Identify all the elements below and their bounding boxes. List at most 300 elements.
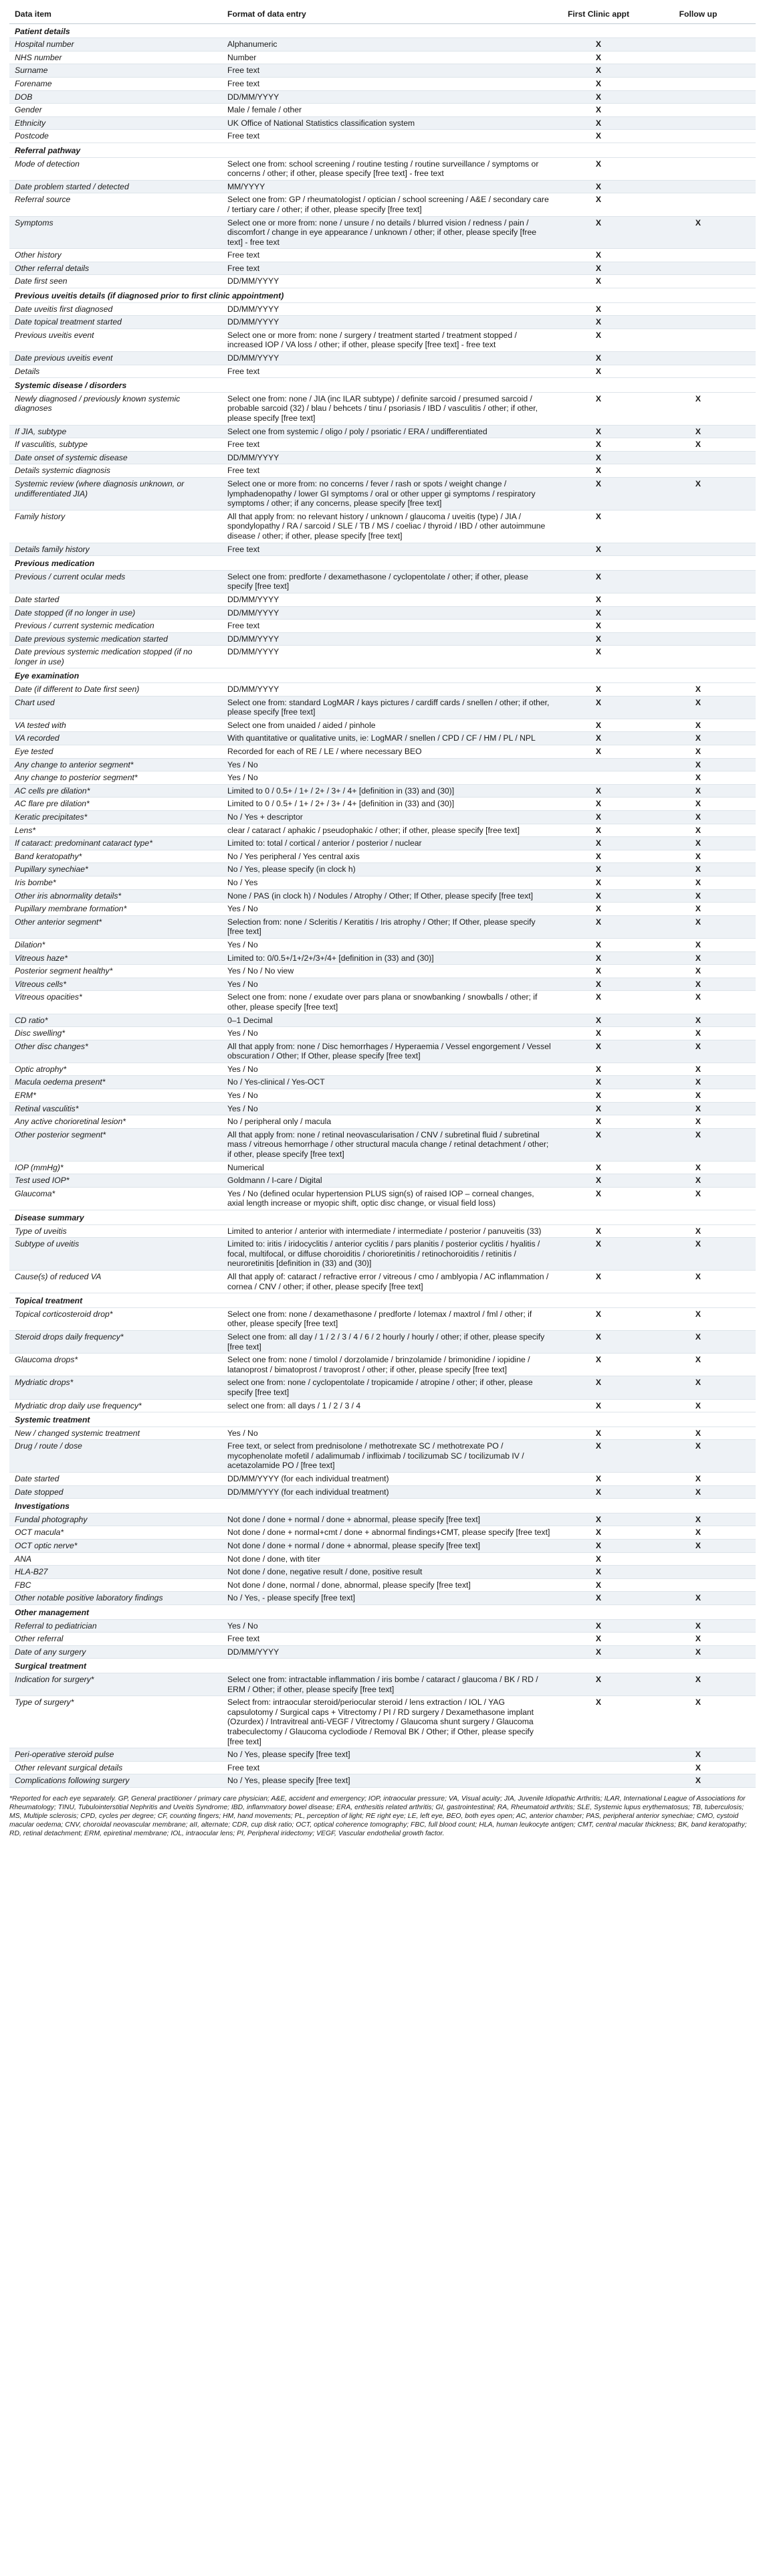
cell-first-clinic: X: [556, 646, 641, 668]
cell-format: DD/MM/YYYY: [222, 302, 556, 316]
cell-first-clinic: X: [556, 1513, 641, 1526]
cell-follow-up: X: [641, 696, 756, 719]
cell-format: Not done / done, with titer: [222, 1552, 556, 1566]
cell-first-clinic: X: [556, 951, 641, 965]
cell-first-clinic: X: [556, 249, 641, 262]
table-row: [9, 302, 756, 316]
cell-data-item: AC flare pre dilation*: [9, 798, 222, 811]
table-row: [9, 1673, 756, 1695]
cell-data-item: Postcode: [9, 130, 222, 143]
section-row: [9, 1412, 756, 1427]
cell-data-item: Drug / route / dose: [9, 1440, 222, 1473]
cell-format: Free text: [222, 1761, 556, 1774]
table-row: [9, 889, 756, 903]
cell-first-clinic: X: [556, 1102, 641, 1115]
data-items-table: [9, 7, 756, 1788]
cell-follow-up: [641, 180, 756, 193]
cell-data-item: Forename: [9, 77, 222, 90]
section-row: [9, 1210, 756, 1225]
cell-data-item: Details family history: [9, 543, 222, 556]
cell-follow-up: X: [641, 1399, 756, 1412]
cell-first-clinic: X: [556, 1526, 641, 1540]
cell-data-item: If JIA, subtype: [9, 425, 222, 438]
cell-format: No / Yes, please specify [free text]: [222, 1774, 556, 1788]
cell-follow-up: [641, 632, 756, 646]
cell-follow-up: X: [641, 978, 756, 991]
table-row: [9, 824, 756, 837]
cell-format: MM/YYYY: [222, 180, 556, 193]
cell-data-item: If cataract: predominant cataract type*: [9, 837, 222, 850]
cell-first-clinic: X: [556, 1619, 641, 1633]
cell-data-item: Date previous systemic medication started: [9, 632, 222, 646]
cell-data-item: Date of any surgery: [9, 1645, 222, 1659]
cell-first-clinic: X: [556, 1399, 641, 1412]
table-row: [9, 329, 756, 351]
cell-first-clinic: X: [556, 1566, 641, 1579]
cell-follow-up: X: [641, 1748, 756, 1762]
table-row: [9, 683, 756, 697]
cell-follow-up: X: [641, 837, 756, 850]
cell-data-item: Pupillary synechiae*: [9, 863, 222, 877]
cell-first-clinic: X: [556, 1592, 641, 1605]
cell-data-item: Vitreous opacities*: [9, 991, 222, 1014]
cell-format: Free text: [222, 438, 556, 452]
table-row: [9, 1330, 756, 1353]
cell-format: No / Yes peripheral / Yes central axis: [222, 850, 556, 863]
cell-format: Free text, or select from prednisolone / methotrexate SC / methotrexate PO / mycophenolate mofetil / adalimumab / infliximab / tocilizumab SC / tocilizumab IV / acetazolamide PO / [free text]: [222, 1440, 556, 1473]
cell-format: Select one or more from: none / unsure / no details / blurred vision / redness / pain / discomfort / change in eye appearance / unknown / other; if other, please specify [free text] - free text: [222, 216, 556, 249]
cell-data-item: Date started: [9, 593, 222, 606]
cell-follow-up: [641, 352, 756, 365]
cell-data-item: FBC: [9, 1578, 222, 1592]
cell-format: 0–1 Decimal: [222, 1014, 556, 1027]
cell-format: Yes / No: [222, 978, 556, 991]
cell-first-clinic: X: [556, 1270, 641, 1293]
header-follow-up: Follow up: [641, 7, 756, 23]
cell-follow-up: X: [641, 1238, 756, 1271]
cell-data-item: DOB: [9, 90, 222, 104]
cell-follow-up: [641, 464, 756, 478]
cell-data-item: Any active chorioretinal lesion*: [9, 1115, 222, 1129]
cell-follow-up: [641, 646, 756, 668]
cell-follow-up: X: [641, 965, 756, 978]
cell-data-item: IOP (mmHg)*: [9, 1161, 222, 1174]
table-row: [9, 798, 756, 811]
cell-first-clinic: X: [556, 1485, 641, 1499]
cell-format: Select one from unaided / aided / pinhole: [222, 719, 556, 732]
cell-data-item: Subtype of uveitis: [9, 1238, 222, 1271]
cell-data-item: Lens*: [9, 824, 222, 837]
cell-data-item: Chart used: [9, 696, 222, 719]
cell-format: Free text: [222, 464, 556, 478]
cell-format: With quantitative or qualitative units, ie: LogMAR / snellen / CPD / CF / HM / PL / NPL: [222, 732, 556, 745]
cell-data-item: Referral to pediatrician: [9, 1619, 222, 1633]
cell-first-clinic: X: [556, 1238, 641, 1271]
cell-data-item: Ethnicity: [9, 116, 222, 130]
table-row: [9, 850, 756, 863]
cell-first-clinic: X: [556, 593, 641, 606]
cell-data-item: Mode of detection: [9, 157, 222, 180]
cell-data-item: Steroid drops daily frequency*: [9, 1330, 222, 1353]
cell-data-item: Glaucoma*: [9, 1187, 222, 1210]
cell-data-item: Other referral details: [9, 262, 222, 275]
table-row: [9, 745, 756, 759]
table-row: [9, 157, 756, 180]
cell-first-clinic: X: [556, 275, 641, 288]
cell-follow-up: X: [641, 1696, 756, 1748]
table-row: [9, 1774, 756, 1788]
header-format: Format of data entry: [222, 7, 556, 23]
section-row: [9, 378, 756, 393]
table-row: [9, 1307, 756, 1330]
cell-format: No / peripheral only / macula: [222, 1115, 556, 1129]
cell-format: Male / female / other: [222, 104, 556, 117]
table-row: [9, 620, 756, 633]
cell-data-item: Date onset of systemic disease: [9, 451, 222, 464]
cell-first-clinic: X: [556, 606, 641, 620]
table-row: [9, 1399, 756, 1412]
cell-format: Yes / No: [222, 1089, 556, 1103]
cell-follow-up: [641, 606, 756, 620]
cell-format: UK Office of National Statistics classification system: [222, 116, 556, 130]
table-row: [9, 1761, 756, 1774]
cell-first-clinic: X: [556, 77, 641, 90]
cell-format: Select one from: none / exudate over pars plana or snowbanking / snowballs / other; if other, please specify [free text]: [222, 991, 556, 1014]
table-row: [9, 193, 756, 216]
section-heading: Systemic treatment: [9, 1412, 756, 1427]
cell-follow-up: [641, 1552, 756, 1566]
cell-follow-up: X: [641, 938, 756, 951]
cell-follow-up: X: [641, 1440, 756, 1473]
cell-format: Limited to: iritis / iridocyclitis / anterior cyclitis / pars planitis / posterior cyclitis / hyalitis / focal, multifocal, or diffuse choroiditis / chorioretinitis / retinochoroiditis / retinitis / neuroretinitis [definition in (33) and (30)]: [222, 1238, 556, 1271]
cell-follow-up: X: [641, 745, 756, 759]
cell-format: Select one from: school screening / routine testing / routine surveillance / symptoms or concerns / other; if other, please specify [free text] - free text: [222, 157, 556, 180]
cell-data-item: Vitreous cells*: [9, 978, 222, 991]
cell-format: DD/MM/YYYY (for each individual treatment): [222, 1473, 556, 1486]
cell-follow-up: X: [641, 1128, 756, 1161]
table-row: [9, 1063, 756, 1076]
cell-follow-up: X: [641, 1089, 756, 1103]
table-row: [9, 104, 756, 117]
cell-data-item: VA tested with: [9, 719, 222, 732]
cell-data-item: Type of surgery*: [9, 1696, 222, 1748]
cell-first-clinic: X: [556, 938, 641, 951]
table-row: [9, 392, 756, 425]
table-row: [9, 1473, 756, 1486]
cell-follow-up: X: [641, 216, 756, 249]
cell-format: Select one from: none / dexamethasone / predforte / lotemax / maxtrol / fml / other; if other, please specify [free text]: [222, 1307, 556, 1330]
cell-first-clinic: X: [556, 1307, 641, 1330]
table-row: [9, 1376, 756, 1399]
section-row: [9, 668, 756, 683]
table-row: [9, 646, 756, 668]
cell-format: Select one from: standard LogMAR / kays pictures / cardiff cards / snellen / other; if other, please specify [free text]: [222, 696, 556, 719]
cell-first-clinic: X: [556, 732, 641, 745]
cell-follow-up: X: [641, 1115, 756, 1129]
cell-data-item: Details systemic diagnosis: [9, 464, 222, 478]
table-row: [9, 1089, 756, 1103]
table-row: [9, 696, 756, 719]
cell-format: Not done / done + normal / done + abnormal, please specify [free text]: [222, 1540, 556, 1553]
cell-first-clinic: X: [556, 543, 641, 556]
cell-data-item: Optic atrophy*: [9, 1063, 222, 1076]
cell-follow-up: [641, 90, 756, 104]
cell-first-clinic: [556, 1748, 641, 1762]
cell-format: Limited to: total / cortical / anterior / posterior / nuclear: [222, 837, 556, 850]
cell-follow-up: [641, 543, 756, 556]
cell-first-clinic: X: [556, 1161, 641, 1174]
cell-format: Limited to: 0/0.5+/1+/2+/3+/4+ [definition in (33) and (30)]: [222, 951, 556, 965]
cell-format: No / Yes: [222, 876, 556, 889]
cell-first-clinic: X: [556, 1578, 641, 1592]
table-row: [9, 1619, 756, 1633]
section-heading: Eye examination: [9, 668, 756, 683]
cell-data-item: Disc swelling*: [9, 1027, 222, 1040]
cell-first-clinic: X: [556, 451, 641, 464]
cell-format: Free text: [222, 543, 556, 556]
cell-first-clinic: X: [556, 632, 641, 646]
cell-format: select one from: all days / 1 / 2 / 3 / 4: [222, 1399, 556, 1412]
table-row: [9, 1485, 756, 1499]
cell-data-item: Cause(s) of reduced VA: [9, 1270, 222, 1293]
cell-follow-up: [641, 77, 756, 90]
cell-data-item: If vasculitis, subtype: [9, 438, 222, 452]
table-body: [9, 23, 756, 1787]
cell-data-item: Mydriatic drop daily use frequency*: [9, 1399, 222, 1412]
cell-first-clinic: X: [556, 329, 641, 351]
cell-follow-up: X: [641, 798, 756, 811]
table-row: [9, 837, 756, 850]
cell-format: Yes / No / No view: [222, 965, 556, 978]
cell-first-clinic: X: [556, 477, 641, 510]
section-heading: Disease summary: [9, 1210, 756, 1225]
cell-first-clinic: X: [556, 38, 641, 52]
table-row: [9, 180, 756, 193]
cell-first-clinic: X: [556, 991, 641, 1014]
cell-format: None / PAS (in clock h) / Nodules / Atrophy / Other; If Other, please specify [free text]: [222, 889, 556, 903]
cell-format: Yes / No (defined ocular hypertension PLUS sign(s) of raised IOP – corneal changes, axial length increase or myopic shift, optic disc change, or visual field loss): [222, 1187, 556, 1210]
section-row: [9, 556, 756, 571]
cell-data-item: ERM*: [9, 1089, 222, 1103]
cell-format: Free text: [222, 1633, 556, 1646]
cell-follow-up: X: [641, 1540, 756, 1553]
cell-format: Alphanumeric: [222, 38, 556, 52]
cell-first-clinic: X: [556, 915, 641, 938]
cell-first-clinic: X: [556, 1076, 641, 1089]
cell-first-clinic: [556, 1774, 641, 1788]
cell-first-clinic: X: [556, 425, 641, 438]
section-row: [9, 288, 756, 303]
cell-first-clinic: X: [556, 1128, 641, 1161]
cell-follow-up: X: [641, 732, 756, 745]
cell-first-clinic: X: [556, 784, 641, 798]
cell-format: Not done / done, normal / done, abnormal, please specify [free text]: [222, 1578, 556, 1592]
section-row: [9, 23, 756, 38]
table-row: [9, 1526, 756, 1540]
cell-first-clinic: X: [556, 316, 641, 329]
cell-data-item: Previous / current ocular meds: [9, 570, 222, 593]
cell-data-item: Details: [9, 365, 222, 378]
section-heading: Investigations: [9, 1499, 756, 1513]
cell-data-item: Pupillary membrane formation*: [9, 903, 222, 916]
cell-first-clinic: X: [556, 683, 641, 697]
table-row: [9, 593, 756, 606]
table-row: [9, 1224, 756, 1238]
cell-format: Not done / done, negative result / done, positive result: [222, 1566, 556, 1579]
cell-follow-up: X: [641, 477, 756, 510]
cell-first-clinic: X: [556, 620, 641, 633]
table-row: [9, 1027, 756, 1040]
cell-format: DD/MM/YYYY: [222, 593, 556, 606]
table-row: [9, 77, 756, 90]
cell-first-clinic: [556, 1761, 641, 1774]
cell-data-item: Date problem started / detected: [9, 180, 222, 193]
cell-first-clinic: X: [556, 1115, 641, 1129]
cell-follow-up: X: [641, 1774, 756, 1788]
cell-data-item: Macula oedema present*: [9, 1076, 222, 1089]
cell-first-clinic: X: [556, 1089, 641, 1103]
cell-follow-up: [641, 262, 756, 275]
cell-first-clinic: X: [556, 157, 641, 180]
cell-follow-up: [641, 157, 756, 180]
table-row: [9, 915, 756, 938]
cell-format: No / Yes, - please specify [free text]: [222, 1592, 556, 1605]
section-heading: Topical treatment: [9, 1293, 756, 1308]
cell-first-clinic: X: [556, 965, 641, 978]
cell-data-item: ANA: [9, 1552, 222, 1566]
cell-format: Goldmann / I-care / Digital: [222, 1174, 556, 1188]
cell-format: Not done / done + normal / done + abnormal, please specify [free text]: [222, 1513, 556, 1526]
cell-format: DD/MM/YYYY: [222, 646, 556, 668]
cell-data-item: Date previous uveitis event: [9, 352, 222, 365]
cell-follow-up: X: [641, 1161, 756, 1174]
cell-first-clinic: X: [556, 1187, 641, 1210]
table-row: [9, 903, 756, 916]
table-row: [9, 275, 756, 288]
table-row: [9, 249, 756, 262]
cell-follow-up: X: [641, 1270, 756, 1293]
cell-data-item: Family history: [9, 510, 222, 543]
cell-data-item: Hospital number: [9, 38, 222, 52]
cell-data-item: OCT optic nerve*: [9, 1540, 222, 1553]
cell-data-item: Previous / current systemic medication: [9, 620, 222, 633]
cell-follow-up: X: [641, 1526, 756, 1540]
cell-first-clinic: X: [556, 216, 641, 249]
cell-data-item: CD ratio*: [9, 1014, 222, 1027]
table-row: [9, 719, 756, 732]
cell-follow-up: [641, 38, 756, 52]
cell-follow-up: X: [641, 425, 756, 438]
table-row: [9, 1115, 756, 1129]
header-row: [9, 7, 756, 23]
cell-follow-up: X: [641, 915, 756, 938]
cell-format: Recorded for each of RE / LE / where necessary BEO: [222, 745, 556, 759]
cell-data-item: Posterior segment healthy*: [9, 965, 222, 978]
table-row: [9, 464, 756, 478]
cell-format: Free text: [222, 77, 556, 90]
table-row: [9, 90, 756, 104]
table-row: [9, 570, 756, 593]
section-heading: Previous medication: [9, 556, 756, 571]
cell-follow-up: [641, 193, 756, 216]
table-row: [9, 784, 756, 798]
cell-first-clinic: X: [556, 1673, 641, 1695]
cell-format: DD/MM/YYYY: [222, 632, 556, 646]
cell-first-clinic: X: [556, 90, 641, 104]
cell-first-clinic: X: [556, 51, 641, 64]
cell-data-item: Newly diagnosed / previously known systemic diagnoses: [9, 392, 222, 425]
cell-follow-up: X: [641, 1673, 756, 1695]
cell-first-clinic: X: [556, 180, 641, 193]
cell-data-item: AC cells pre dilation*: [9, 784, 222, 798]
cell-data-item: Retinal vasculitis*: [9, 1102, 222, 1115]
cell-first-clinic: X: [556, 510, 641, 543]
cell-data-item: Date previous systemic medication stopped (if no longer in use): [9, 646, 222, 668]
cell-data-item: Type of uveitis: [9, 1224, 222, 1238]
table-row: [9, 352, 756, 365]
cell-format: Select one from: none / timolol / dorzolamide / brinzolamide / brimonidine / iopidine / latanoprost / bimatoprost / travoprost / other; if other, please specify [free text]: [222, 1354, 556, 1376]
cell-first-clinic: X: [556, 1633, 641, 1646]
cell-format: Select one or more from: none / surgery / treatment started / treatment stopped / increased IOP / VA loss / other; if other, please specify [free text] - free text: [222, 329, 556, 351]
cell-follow-up: [641, 51, 756, 64]
cell-follow-up: [641, 570, 756, 593]
cell-format: No / Yes, please specify (in clock h): [222, 863, 556, 877]
cell-format: No / Yes-clinical / Yes-OCT: [222, 1076, 556, 1089]
cell-first-clinic: X: [556, 837, 641, 850]
cell-format: All that apply from: no relevant history / unknown / glaucoma / uveitis (type) / JIA / spondylopathy / RA / sarcoid / SLE / TB / MS / coeliac / thyroid / IBD / other autoimmune disease / other; if other, please specify [free text]: [222, 510, 556, 543]
cell-data-item: Date stopped (if no longer in use): [9, 606, 222, 620]
table-row: [9, 978, 756, 991]
cell-first-clinic: X: [556, 1330, 641, 1353]
cell-follow-up: X: [641, 1761, 756, 1774]
cell-first-clinic: X: [556, 863, 641, 877]
table-row: [9, 1748, 756, 1762]
cell-first-clinic: X: [556, 1014, 641, 1027]
section-row: [9, 1499, 756, 1513]
cell-format: Yes / No: [222, 1027, 556, 1040]
table-row: [9, 1238, 756, 1271]
table-row: [9, 1187, 756, 1210]
cell-follow-up: X: [641, 1040, 756, 1063]
cell-first-clinic: X: [556, 1473, 641, 1486]
cell-follow-up: [641, 1578, 756, 1592]
cell-format: Number: [222, 51, 556, 64]
cell-first-clinic: X: [556, 104, 641, 117]
cell-data-item: Band keratopathy*: [9, 850, 222, 863]
cell-format: select one from: none / cyclopentolate / tropicamide / atropine / other; if other, please specify [free text]: [222, 1376, 556, 1399]
cell-format: Yes / No: [222, 1102, 556, 1115]
cell-first-clinic: X: [556, 262, 641, 275]
cell-first-clinic: X: [556, 876, 641, 889]
cell-follow-up: X: [641, 1224, 756, 1238]
cell-format: Yes / No: [222, 1427, 556, 1440]
cell-data-item: Dilation*: [9, 938, 222, 951]
table-row: [9, 1354, 756, 1376]
cell-follow-up: X: [641, 784, 756, 798]
cell-first-clinic: X: [556, 1174, 641, 1188]
cell-follow-up: [641, 451, 756, 464]
cell-follow-up: X: [641, 1174, 756, 1188]
cell-follow-up: [641, 116, 756, 130]
cell-data-item: Other notable positive laboratory findings: [9, 1592, 222, 1605]
cell-first-clinic: X: [556, 850, 641, 863]
cell-data-item: Other anterior segment*: [9, 915, 222, 938]
cell-data-item: Gender: [9, 104, 222, 117]
cell-data-item: Complications following surgery: [9, 1774, 222, 1788]
cell-follow-up: [641, 1566, 756, 1579]
table-row: [9, 951, 756, 965]
cell-format: Select one from systemic / oligo / poly / psoriatic / ERA / undifferentiated: [222, 425, 556, 438]
